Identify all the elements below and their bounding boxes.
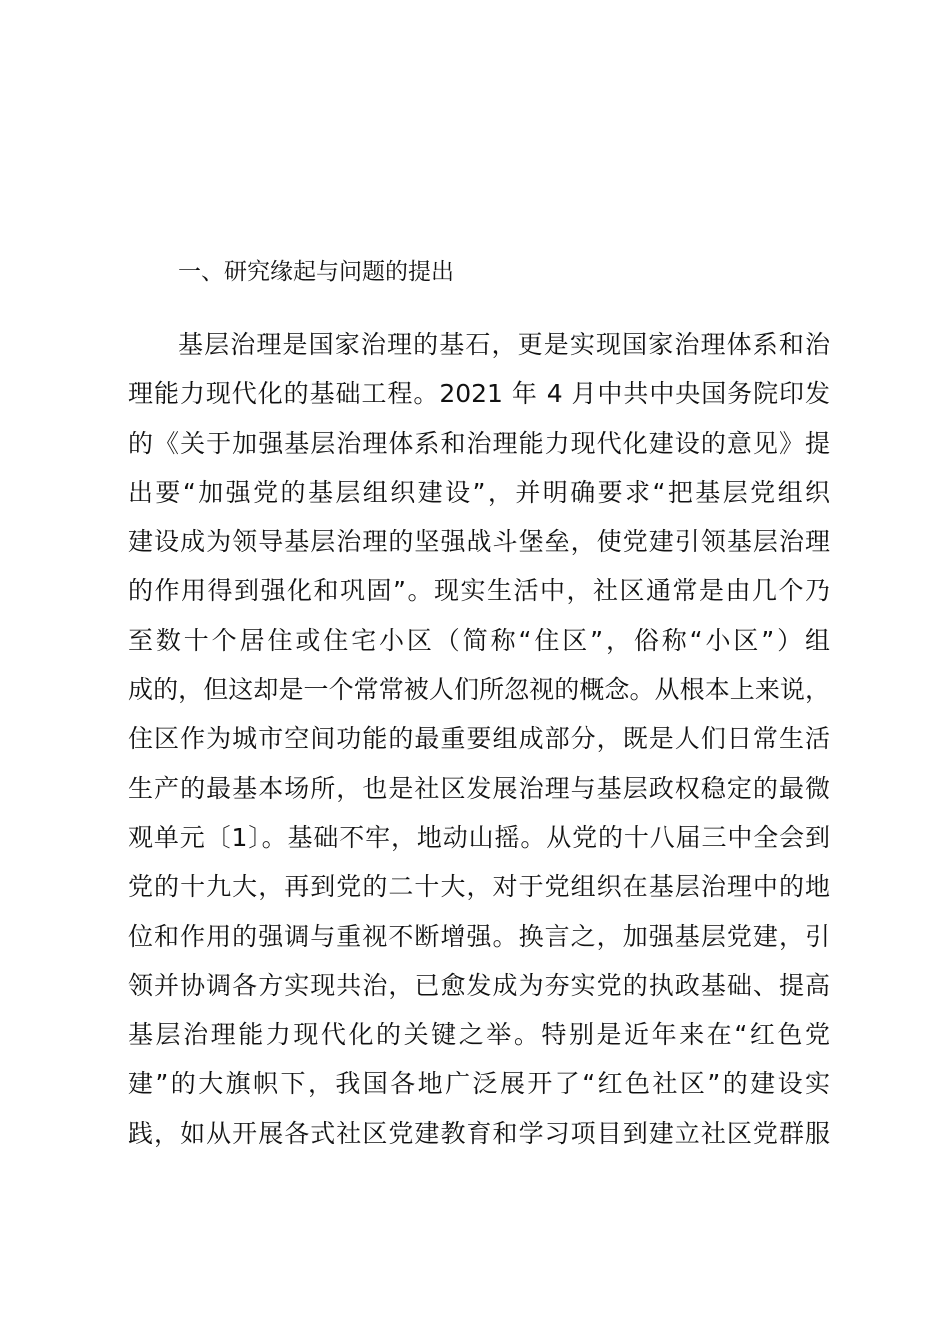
paragraph-line: 基层治理是国家治理的基石，更是实现国家治理体系和治 (178, 330, 830, 359)
paragraph-line: 至数十个居住或住宅小区（简称“住区”，俗称“小区”）组 (128, 625, 830, 655)
paragraph-line: 出要“加强党的基层组织建设”，并明确要求“把基层党组织 (128, 477, 830, 507)
paragraph-line: 建设成为领导基层治理的坚强战斗堡垒，使党建引领基层治理 (128, 527, 830, 557)
paragraph-line: 住区作为城市空间功能的最重要组成部分，既是人们日常生活 (128, 724, 830, 754)
paragraph-line: 党的十九大，再到党的二十大，对于党组织在基层治理中的地 (128, 872, 830, 902)
paragraph-line: 践，如从开展各式社区党建教育和学习项目到建立社区党群服 (128, 1118, 830, 1148)
paragraph-line: 领并协调各方实现共治，已愈发成为夯实党的执政基础、提高 (128, 970, 830, 1000)
paragraph-line: 的作用得到强化和巩固”。现实生活中，社区通常是由几个乃 (128, 576, 830, 606)
paragraph-line: 的《关于加强基层治理体系和治理能力现代化建设的意见》提 (128, 428, 830, 458)
paragraph-line: 观单元〔1〕。基础不牢，地动山摇。从党的十八届三中全会到 (128, 822, 830, 852)
paragraph-line: 基层治理能力现代化的关键之举。特别是近年来在“红色党 (128, 1020, 830, 1050)
paragraph-line: 生产的最基本场所，也是社区发展治理与基层政权稳定的最微 (128, 773, 830, 803)
paragraph-line: 成的，但这却是一个常常被人们所忽视的概念。从根本上来说， (128, 675, 830, 705)
paragraph-line: 理能力现代化的基础工程。2021 年 4 月中共中央国务院印发 (128, 379, 830, 409)
paragraph-line: 位和作用的强调与重视不断增强。换言之，加强基层党建，引 (128, 921, 830, 951)
paragraph-line: 建”的大旗帜下，我国各地广泛展开了“红色社区”的建设实 (128, 1069, 830, 1099)
body-paragraph (128, 320, 830, 1158)
section-heading: 一、研究缘起与问题的提出 (178, 259, 454, 285)
